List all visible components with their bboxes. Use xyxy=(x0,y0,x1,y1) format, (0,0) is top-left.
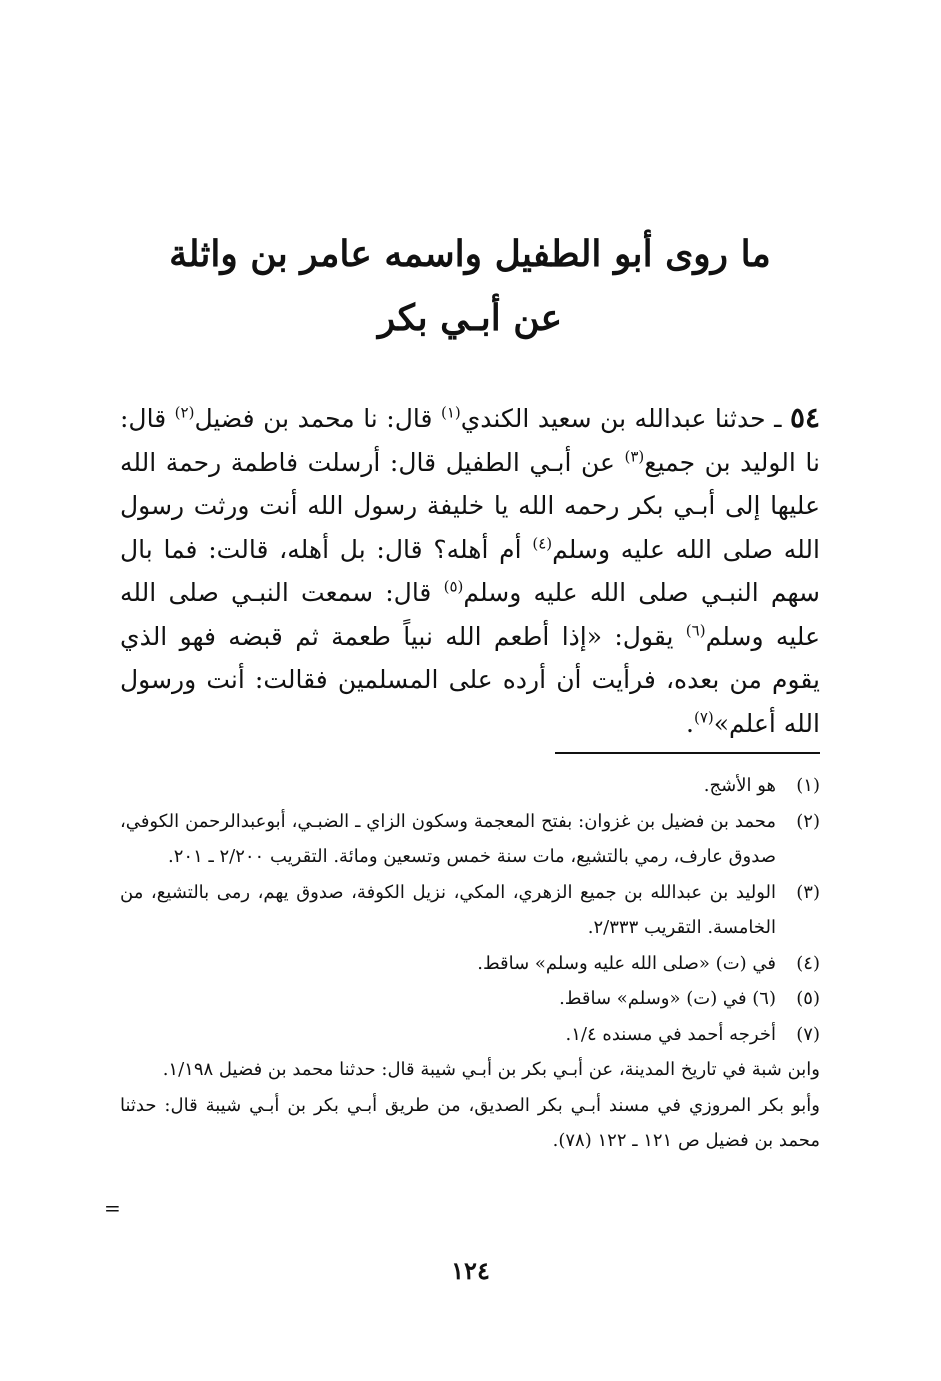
hadith-paragraph xyxy=(120,396,820,745)
footnote-text: (٦) في (ت) «وسلم» ساقط. xyxy=(559,988,776,1009)
footnote-separator xyxy=(555,752,820,754)
hadith-text-7: يقول: «إذا أطعم الله نبياً طعمة ثم قبضه فهو الذي يقوم من بعده، فرأيت أن أرده على المسلمين فقالت: أنت ورسول الله أعلم» xyxy=(120,621,820,738)
hadith-end: . xyxy=(686,708,694,738)
page-number: ١٢٤ xyxy=(451,1256,490,1285)
chapter-title-line-2: عن أبـي بكر xyxy=(377,297,563,339)
footnote-text: هو الأشج. xyxy=(703,775,776,796)
footnote-continuation-text: وابن شبة في تاريخ المدينة، عن أبـي بكر بن أبـي شيبة قال: حدثنا محمد بن فضيل ١/١٩٨. xyxy=(162,1059,820,1080)
hadith-number: ٥٤ xyxy=(789,401,821,434)
hadith-text-2: قال: نا محمد بن فضيل xyxy=(194,404,441,433)
footnote-ref-1[interactable]: (١) xyxy=(440,403,461,422)
hadith-text-1: حدثنا عبدالله بن سعيد الكندي xyxy=(460,404,766,433)
footnote-item xyxy=(120,981,820,1017)
hadith-dash: ـ xyxy=(765,404,790,433)
footnote-ref-5[interactable]: (٥) xyxy=(443,577,464,596)
hadith-text-3: قال: نا الوليد بن جميع xyxy=(120,404,820,477)
footnote-text: في (ت) «صلى الله عليه وسلم» ساقط. xyxy=(477,952,776,974)
hadith-text-5: أم أهله؟ قال: بل أهله، قالت: فما بال سهم النبـي صلى الله عليه وسلم xyxy=(120,534,820,607)
footnote-ref-7[interactable]: (٧) xyxy=(693,708,714,727)
footnote-label: (٢) xyxy=(796,810,820,832)
hadith-text-4: عن أبـي الطفيل قال: أرسلت فاطمة رحمة الله عليها إلى أبـي بكر رحمه الله يا خليفة رسول الله أنت ورثت رسول الله صلى الله عليه وسلم xyxy=(120,447,820,564)
footnote-label: (٤) xyxy=(796,952,820,974)
hadith-text-6: قال: سمعت النبـي صلى الله عليه وسلم xyxy=(120,578,820,651)
continuation-mark: = xyxy=(104,1196,121,1220)
footnote-ref-6[interactable]: (٦) xyxy=(685,621,706,640)
footnote-item xyxy=(120,768,820,804)
footnote-continuation xyxy=(120,1052,820,1088)
footnote-item xyxy=(120,875,820,946)
footnote-text: محمد بن فضيل بن غزوان: بفتح المعجمة وسكون الزاي ـ الضبـي، أبوعبدالرحمن الكوفي، صدوق عارف، رمي بالتشيع، مات سنة خمس وتسعين ومائة. التقريب ٢/٢٠٠ ـ ٢٠١. xyxy=(120,810,776,867)
chapter-title xyxy=(120,222,820,350)
footnote-continuation-text: وأبو بكر المروزي في مسند أبـي بكر الصديق، من طريق أبـي بكر بن أبـي شيبة قال: حدثنا محمد بن فضيل ص ١٢١ ـ ١٢٢ (٧٨). xyxy=(120,1094,820,1151)
footnote-continuation xyxy=(120,1088,820,1159)
chapter-title-line-1: ما روى أبو الطفيل واسمه عامر بن واثلة xyxy=(169,233,771,275)
footnote-item xyxy=(120,804,820,875)
footnote-label: (٧) xyxy=(796,1023,820,1045)
footnote-label: (٥) xyxy=(796,988,820,1009)
footnotes-section xyxy=(120,768,820,1159)
footnote-item xyxy=(120,946,820,982)
footnote-label: (٣) xyxy=(796,881,820,903)
footnote-item xyxy=(120,1017,820,1053)
footnote-text: أخرجه أحمد في مسنده ١/٤. xyxy=(565,1023,776,1045)
footnote-ref-4[interactable]: (٤) xyxy=(532,534,553,553)
footnote-ref-3[interactable]: (٣) xyxy=(624,447,645,466)
footnote-label: (١) xyxy=(796,775,820,796)
footnote-text: الوليد بن عبدالله بن جميع الزهري، المكي، نزيل الكوفة، صدوق يهم، رمى بالتشيع، من الخامسة. التقريب ٢/٣٣٣. xyxy=(120,881,776,938)
footnote-ref-2[interactable]: (٢) xyxy=(174,403,195,422)
